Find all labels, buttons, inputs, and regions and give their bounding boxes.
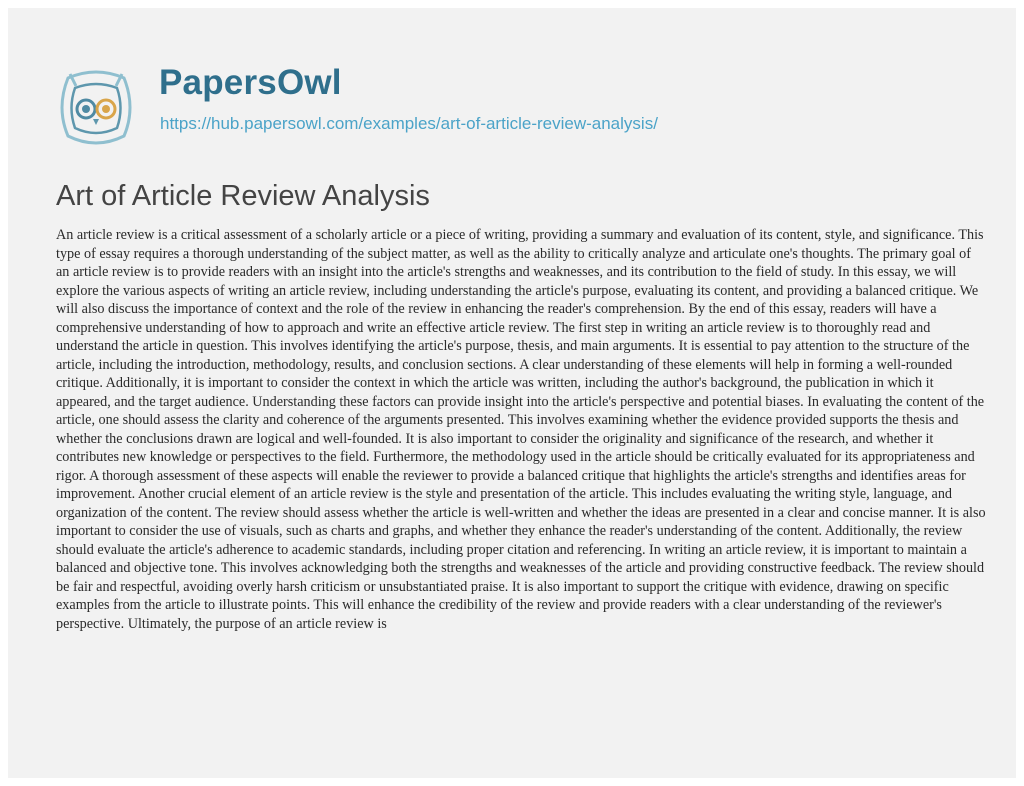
owl-logo-icon-graphic: [56, 68, 136, 148]
page-background: [8, 8, 1016, 778]
brand-name: PapersOwl: [159, 63, 342, 102]
page-title: Art of Article Review Analysis: [56, 180, 430, 212]
article-body: An article review is a critical assessment of a scholarly article or a piece of writing, providing a summary and evaluation of its content, style, and significance. This type of essay requires a thorough understanding of the subject matter, as well as the ability to critically analyze and articulate one's thoughts. The primary goal of an article review is to provide readers with an insight into the article's strengths and weaknesses, and its contribution to the field of study. In this essay, we will explore the various aspects of writing an article review, including understanding the article's purpose, evaluating its content, and providing a balanced critique. We will also discuss the importance of context and the role of the review in enhancing the reader's comprehension. By the end of this essay, readers will have a comprehensive understanding of how to approach and write an effective article review. The first step in writing an article review is to thoroughly read and understand the article in question. This involves identifying the article's purpose, thesis, and main arguments. It is essential to pay attention to the structure of the article, including the introduction, methodology, results, and conclusion sections. A clear understanding of these elements will help in forming a well-rounded critique. Additionally, it is important to consider the context in which the article was written, including the author's background, the publication in which it appeared, and the target audience. Understanding these factors can provide insight into the article's perspective and potential biases. In evaluating the content of the article, one should assess the clarity and coherence of the arguments presented. This involves examining whether the evidence provided supports the thesis and whether the conclusions drawn are logical and well-founded. It is also important to consider the originality and significance of the research, and whether it contributes new knowledge or perspectives to the field. Furthermore, the methodology used in the article should be critically evaluated for its appropriateness and rigor. A thorough assessment of these aspects will enable the reviewer to provide a balanced critique that highlights the article's strengths and identifies areas for improvement. Another crucial element of an article review is the style and presentation of the article. This includes evaluating the writing style, language, and organization of the content. The review should assess whether the article is well-written and whether the ideas are presented in a clear and concise manner. It is also important to consider the use of visuals, such as charts and graphs, and whether they enhance the reader's understanding of the content. Additionally, the review should evaluate the article's adherence to academic standards, including proper citation and referencing. In writing an article review, it is important to maintain a balanced and objective tone. This involves acknowledging both the strengths and weaknesses of the article and providing constructive feedback. The review should be fair and respectful, avoiding overly harsh criticism or unsubstantiated praise. It is also important to support the critique with evidence, drawing on specific examples from the article to illustrate points. This will enhance the credibility of the review and provide readers with a clear understanding of the reviewer's perspective. Ultimately, the purpose of an article review is: [56, 227, 986, 632]
owl-logo-icon: [56, 68, 136, 148]
page-url-link[interactable]: https://hub.papersowl.com/examples/art-of-article-review-analysis/: [160, 114, 658, 133]
